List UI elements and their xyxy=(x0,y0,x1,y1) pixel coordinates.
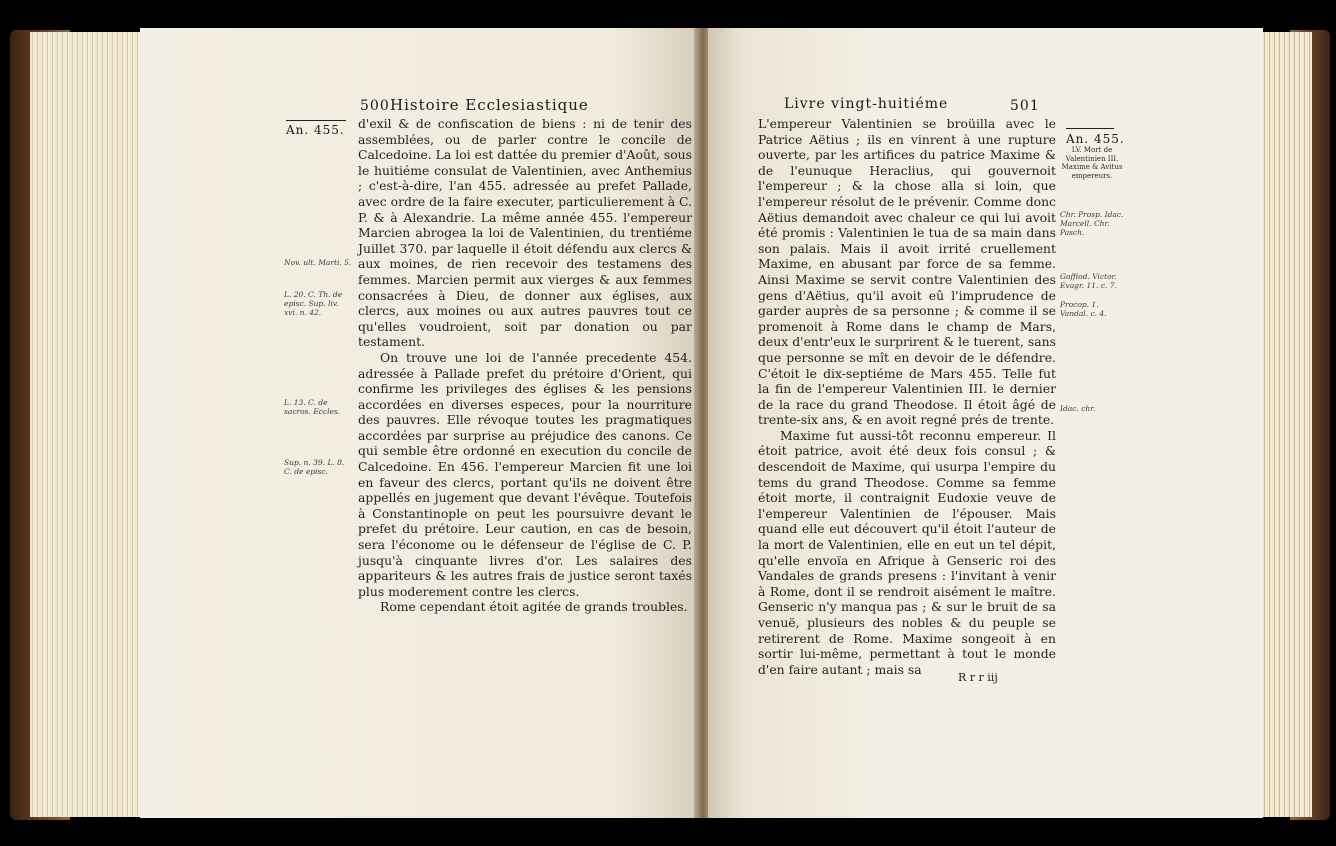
paragraph: L'empereur Valentinien se broüilla avec le Patrice Aëtius ; ils en vinrent à une rupture ouverte, par les artifices du patrice Maxime & de l'eunuque Heraclius, qui gouvernoit l'empereur ; & la chose alla si loin, que l'empereur résolut de le prévenir. Comme donc Aëtius demandoit avec chaleur ce qui lui avoit été promis : Valentinien le tua de sa main dans son palais. Mais il avoit irrité cruellement Maxime, en abusant par force de sa femme. Ainsi Maxime se servit contre Valentinien des gens d'Aëtius, qu'il avoit eû l'imprudence de garder auprès de sa personne ; & comme il se promenoit à Rome dans le champ de Mars, deux d'entr'eux le surprirent & le tuerent, sans que personne se mît en devoir de le défendre. C'étoit le dix-septiéme de Mars 455. Telle fut la fin de l'empereur Valentinien III. le dernier de la race du grand Theodose. Il étoit âgé de trente-six ans, & en avoit regné prés de trente. xyxy=(758,116,1056,428)
year-rule xyxy=(1066,128,1114,129)
paragraph: Maxime fut aussi-tôt reconnu empereur. Il étoit patrice, avoit été deux fois consul ; & descendoit de Maxime, qui usurpa l'empire du tems du grand Theodose. Comme sa femme étoit morte, il contraignit Eudoxie veuve de l'empereur Valentinien de l'épouser. Mais quand elle eut découvert qu'il étoit l'auteur de la mort de Valentinien, elle en eut un tel dépit, qu'elle envoïa en Afrique à Genseric roi des Vandales de grands presens : l'invitant à venir à Rome, dont il se rendroit aisément le maître. Genseric n'y manqua pas ; & sur le bruit de sa venuë, plusieurs des nobles & du peuple se retirerent de Rome. Maxime songeoit à en sortir lui-même, permettant à tout le monde d'en faire autant ; mais sa xyxy=(758,427,1056,677)
chapter-sidenote: LV. Mort de Valentinien III. Maxime & Avitus empereurs. xyxy=(1061,146,1123,180)
open-book xyxy=(10,20,1330,825)
paragraph: On trouve une loi de l'année precedente 454. adressée à Pallade prefet du prétoire d'Orient, qui confirme les privileges des églises & les pensions accordées en diverses especes, pour la nourriture des pauvres. Elle révoque toutes les pragmatiques accordées par surprise au préjudice des canons. Ce qui semble être ordonné en execution du concile de Calcedoine. En 456. l'empereur Marcien fit une loi en faveur des clercs, portant qu'ils ne doivent être appellés en jugement que devant l'évêque. Toutefois à Constantinople on peut les poursuivre devant le prefet du prétoire. Leur caution, en cas de besoin, sera l'économe ou le défenseur de l'église de C. P. jusqu'à cinquante livres d'or. Les salaires des appariteurs & les autres frais de justice seront taxés plus moderement contre les clercs. xyxy=(358,349,692,599)
margin-note: Idac. chr. xyxy=(1060,404,1096,413)
running-head: Histoire Ecclesiastique xyxy=(390,96,589,114)
paragraph: Rome cependant étoit agitée de grands troubles. xyxy=(380,599,688,615)
margin-note: Chr. Prosp. Idac. Marcell. Chr. Pasch. xyxy=(1060,210,1124,237)
year-label: An. 455. xyxy=(1066,132,1125,146)
page-number: 500 xyxy=(360,98,390,114)
page-number: 501 xyxy=(1010,98,1040,114)
left-page xyxy=(140,28,696,818)
left-body xyxy=(358,116,692,615)
margin-note: Procop. 1. Vandal. c. 4. xyxy=(1060,300,1107,318)
right-page xyxy=(708,28,1263,818)
margin-note: L. 20. C. Th. de episc. Sup. liv. xvi. n. 42. xyxy=(284,290,343,317)
margin-note: L. 13. C. de sacros. Eccles. xyxy=(284,398,341,416)
year-rule xyxy=(286,120,346,121)
running-head: Livre vingt-huitiéme xyxy=(784,96,949,112)
paragraph: d'exil & de confiscation de biens : ni de tenir des assemblées, ou de parler contre le concile de Calcedoine. La loi est dattée du premier d'Août, sous le huitiéme consulat de Valentinien, avec Anthemius ; c'est-à-dire, l'an 455. adressée au prefet Pallade, avec ordre de la faire executer, particulierement à C. P. & à Alexandrie. La même année 455. l'empereur Marcien abrogea la loi de Valentinien, du trentiéme Juillet 370. par laquelle il étoit défendu aux clercs & aux moines, de rien recevoir des testamens des femmes. Marcien permit aux vierges & aux femmes consacrées à Dieu, de donner aux églises, aux clercs, aux moines ou aux autres pauvres tout ce qu'elles voudroient, soit par donation ou par testament. xyxy=(358,116,692,350)
margin-note: Sup. n. 39. L. 8. C. de episc. xyxy=(284,458,345,476)
margin-note: Gaffiod. Victor. Evagr. 11. c. 7. xyxy=(1060,272,1117,290)
margin-note: Nov. ult. Marti. 5. xyxy=(284,258,352,267)
left-page-edges xyxy=(30,32,150,817)
signature-mark: R r r iij xyxy=(958,671,998,684)
right-body xyxy=(758,116,1056,677)
right-page-edges xyxy=(1257,32,1312,817)
year-label: An. 455. xyxy=(286,123,345,137)
